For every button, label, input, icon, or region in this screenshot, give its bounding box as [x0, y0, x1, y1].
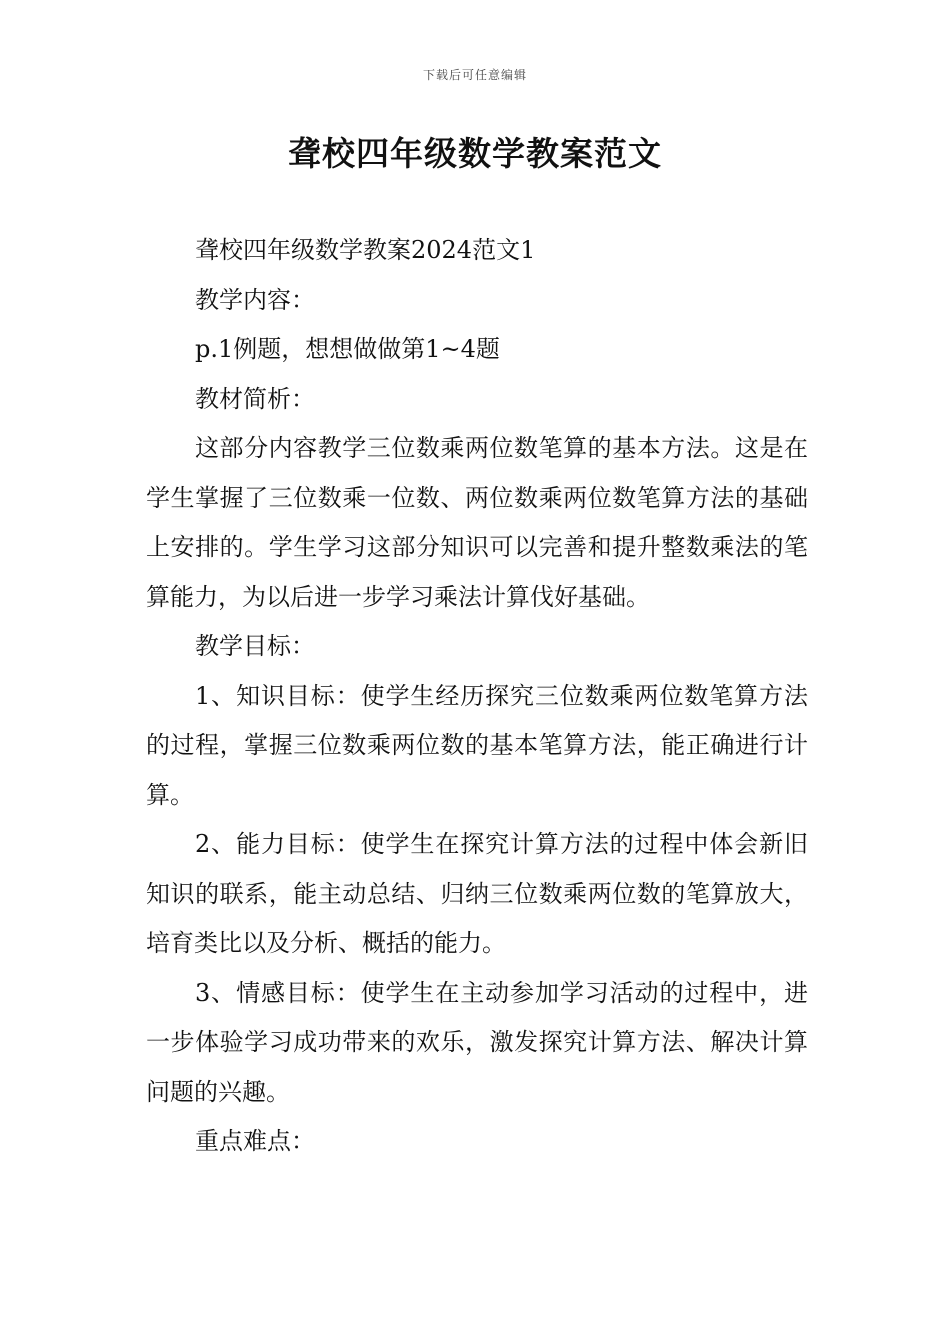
document-title: 聋校四年级数学教案范文: [288, 134, 662, 173]
section-heading-key-points: 重点难点：: [195, 1127, 315, 1155]
section-heading-teaching-content: 教学内容：: [195, 285, 315, 314]
paragraph-goal-knowledge: 1、知识目标：使学生经历探究三位数乘两位数笔算方法的过程，掌握三位数乘两位数的基本笔算方法，能正确进行计算。: [146, 681, 808, 809]
section-heading-teaching-goals: 教学目标：: [195, 632, 315, 660]
paragraph-teaching-content: p.1例题，想想做做第1~4题: [195, 335, 500, 363]
section-heading-material-analysis: 教材简析：: [195, 384, 315, 413]
section-heading-lesson-title: 聋校四年级数学教案2024范文1: [195, 236, 536, 264]
paragraph-material-analysis: 这部分内容教学三位数乘两位数笔算的基本方法。这是在学生掌握了三位数乘一位数、两位数乘两位数笔算方法的基础上安排的。学生学习这部分知识可以完善和提升整数乘法的笔算能力，为以后进一步学习乘法计算伐好基础。: [146, 434, 808, 611]
document-body: [146, 226, 808, 1167]
paragraph-goal-emotion: 3、情感目标：使学生在主动参加学习活动的过程中，进一步体验学习成功带来的欢乐，激发探究计算方法、解决计算问题的兴趣。: [146, 978, 808, 1106]
header-note: 下载后可任意编辑: [422, 68, 527, 82]
paragraph-goal-ability: 2、能力目标：使学生在探究计算方法的过程中体会新旧知识的联系，能主动总结、归纳三位数乘两位数的笔算放大，培育类比以及分析、概括的能力。: [146, 830, 808, 957]
